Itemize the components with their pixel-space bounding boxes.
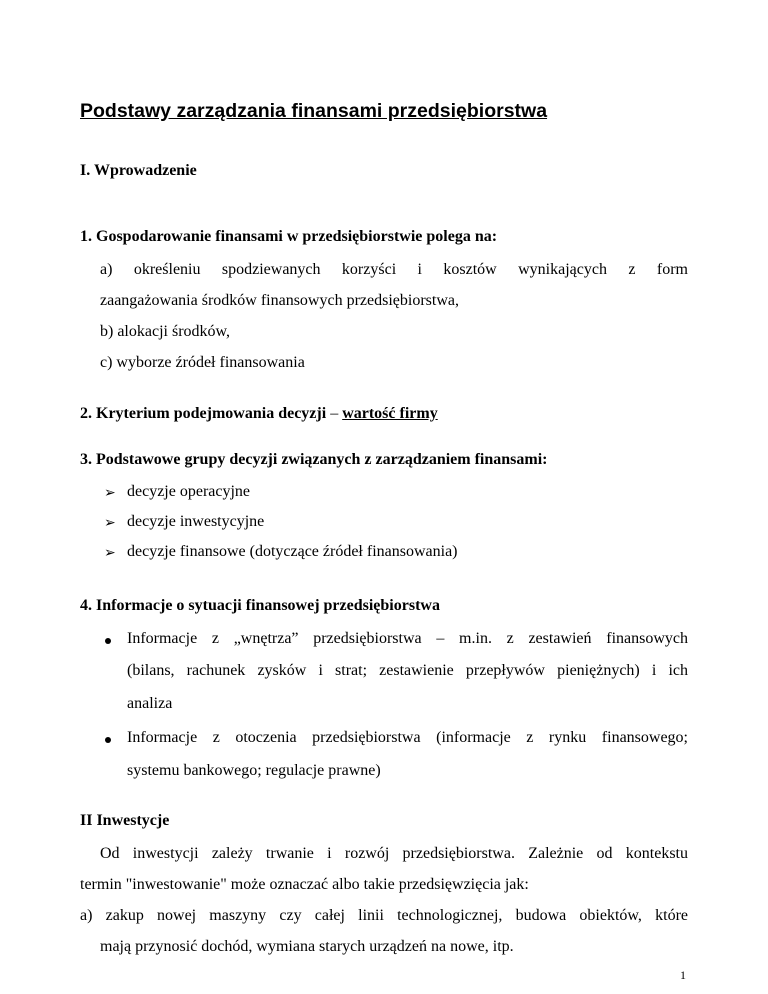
item-4-bullet-1-line1: Informacje z „wnętrza” przedsiębiorstwa – m.in. z zestawień finansowych bbox=[127, 630, 688, 647]
item-1-c: c) wyborze źródeł finansowania bbox=[100, 354, 305, 371]
bullet-dot-icon bbox=[105, 737, 111, 743]
item-1-a-line1: a) określeniu spodziewanych korzyści i kosztów wynikających z form bbox=[100, 261, 688, 278]
document-title: Podstawy zarządzania finansami przedsiębiorstwa bbox=[80, 100, 548, 122]
item-1-heading: 1. Gospodarowanie finansami w przedsiębiorstwie polega na: bbox=[80, 228, 498, 245]
investments-para-line2: termin "inwestowanie" może oznaczać albo takie przedsięwzięcia jak: bbox=[80, 876, 529, 893]
item-4-bullet-2-line1: Informacje z otoczenia przedsiębiorstwa (informacje z rynku finansowego; bbox=[127, 729, 688, 746]
item-2-key-term: wartość firmy bbox=[342, 405, 438, 422]
item-2-dash: – bbox=[330, 405, 339, 422]
item-2-heading-prefix: 2. Kryterium podejmowania decyzji bbox=[80, 405, 331, 422]
item-3-bullet-1: decyzje operacyjne bbox=[127, 483, 251, 500]
item-4-bullet-1-line3: analiza bbox=[127, 695, 173, 712]
section-heading-intro: I. Wprowadzenie bbox=[80, 162, 197, 179]
item-2-heading bbox=[80, 405, 438, 423]
item-1-a-line2: zaangażowania środków finansowych przedsiębiorstwa, bbox=[100, 292, 459, 309]
arrow-bullet-icon: ➢ bbox=[104, 516, 116, 531]
item-3-bullet-3: decyzje finansowe (dotyczące źródeł finansowania) bbox=[127, 543, 458, 560]
item-4-bullet-2-line2: systemu bankowego; regulacje prawne) bbox=[127, 762, 381, 779]
item-3-bullet-2: decyzje inwestycyjne bbox=[127, 513, 265, 530]
investments-a-line1: a) zakup nowej maszyny czy całej linii technologicznej, budowa obiektów, które bbox=[80, 907, 688, 924]
arrow-bullet-icon: ➢ bbox=[104, 486, 116, 501]
item-1-b: b) alokacji środków, bbox=[100, 323, 231, 340]
investments-para-line1: Od inwestycji zależy trwanie i rozwój przedsiębiorstwa. Zależnie od kontekstu bbox=[100, 845, 688, 862]
investments-a-line2: mają przynosić dochód, wymiana starych urządzeń na nowe, itp. bbox=[100, 938, 514, 955]
item-4-heading: 4. Informacje o sytuacji finansowej przedsiębiorstwa bbox=[80, 597, 440, 614]
section-heading-investments: II Inwestycje bbox=[80, 812, 170, 829]
item-4-bullet-1-line2: (bilans, rachunek zysków i strat; zestawienie przepływów pieniężnych) i ich bbox=[127, 662, 688, 679]
page-number: 1 bbox=[680, 968, 686, 982]
bullet-dot-icon bbox=[105, 638, 111, 644]
arrow-bullet-icon: ➢ bbox=[104, 546, 116, 561]
item-3-heading: 3. Podstawowe grupy decyzji związanych z zarządzaniem finansami: bbox=[80, 451, 548, 468]
